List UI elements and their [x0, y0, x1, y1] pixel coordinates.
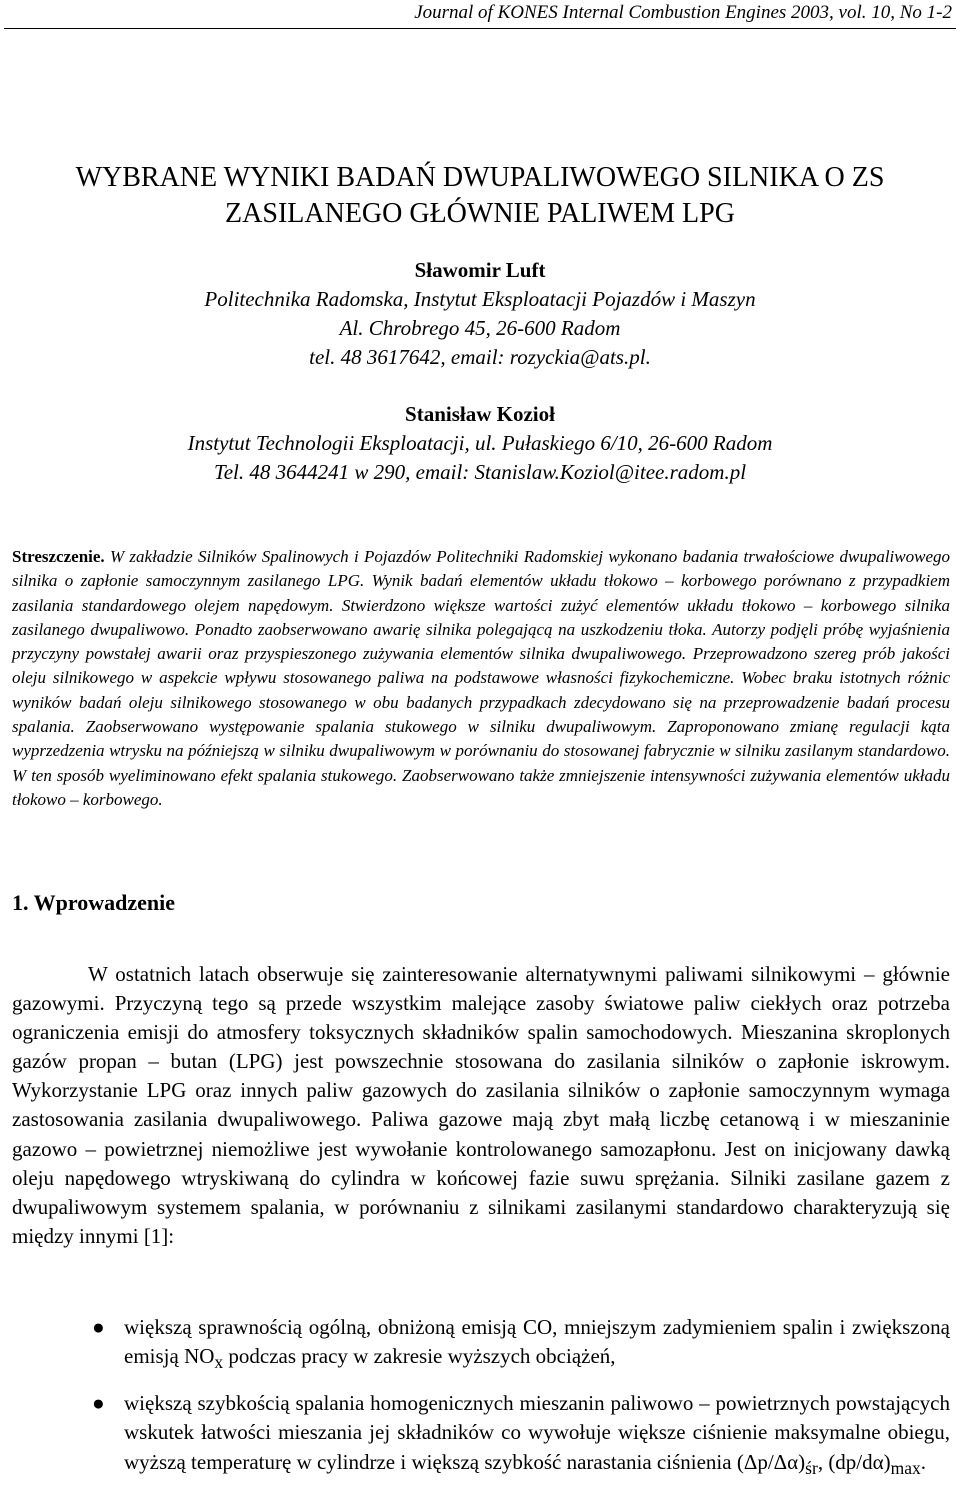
bullet-dot-icon: ● — [92, 1391, 105, 1416]
paper-title — [0, 160, 960, 232]
bullet-list — [12, 1313, 950, 1495]
bullet-text: . — [920, 1449, 927, 1474]
subscript: x — [214, 1352, 224, 1373]
title-line-2: ZASILANEGO GŁÓWNIE PALIWEM LPG — [225, 198, 735, 229]
bullet-text: podczas pracy w zakresie wyższych obciążeń, — [223, 1344, 616, 1369]
section-body — [12, 960, 950, 1251]
abstract — [12, 545, 950, 812]
journal-header: Journal of KONES Internal Combustion Engines 2003, vol. 10, No 1-2 — [414, 2, 952, 23]
header-rule — [4, 28, 956, 29]
bullet-item-1 — [12, 1313, 950, 1377]
abstract-label: Streszczenie. — [12, 547, 105, 566]
subscript: śr — [805, 1457, 818, 1478]
bullet-text: większą szybkością spalania homogenicznych mieszanin paliwowo – powietrznych powstających wskutek łatwości mieszania jej składników co wywołuje większe ciśnienie maksymalne obiegu, wyższą temperaturę w cylindrze i większą szybkość narastania ciśnienia (Δp/Δα) — [124, 1391, 950, 1474]
author-name: Stanisław Kozioł — [405, 402, 555, 426]
paragraph: W ostatnich latach obserwuje się zainteresowanie alternatywnymi paliwami silnikowymi – głównie gazowymi. Przyczyną tego są przede wszystkim malejące zasoby światowe paliw ciekłych oraz potrzeba ograniczenia emisji do atmosfery toksycznych składników spalin samochodowych. Mieszanina skroplonych gazów propan – butan (LPG) jest powszechnie stosowana do zasilania silników o zapłonie iskrowym. Wykorzystanie LPG oraz innych paliw gazowych do zasilania silników o zapłonie samoczynnym wymaga zastosowania zasilania dwupaliwowego. Paliwa gazowe mają zbyt małą liczbę cetanową i w mieszaninie gazowo – powietrznej niemożliwe jest wywołanie kontrolowanego samozapłonu. Jest on inicjowany dawką oleju napędowego wtryskiwaną do cylindra w końcowej fazie suwu sprężania. Silniki zasilane gazem z dwupaliwowym systemem spalania, w porównaniu z silnikami zasilanymi standardowo charakteryzują się między innymi [1]: — [12, 962, 950, 1248]
author-contact: tel. 48 3617642, email: rozyckia@ats.pl. — [309, 345, 651, 369]
bullet-text: , (dp/dα) — [817, 1449, 891, 1474]
author-address: Al. Chrobrego 45, 26-600 Radom — [339, 316, 621, 340]
bullet-text: większą sprawnością ogólną, obniżoną emisją CO, mniejszym zadymieniem spalin i zwiększoną emisją NO — [124, 1315, 950, 1369]
section-heading: 1. Wprowadzenie — [12, 890, 175, 915]
author-contact: Tel. 48 3644241 w 290, email: Stanislaw.Koziol@itee.radom.pl — [213, 460, 747, 484]
author-2 — [0, 400, 960, 487]
author-affiliation: Instytut Technologii Eksploatacji, ul. Pułaskiego 6/10, 26-600 Radom — [187, 431, 773, 455]
bullet-item-2 — [12, 1389, 950, 1482]
abstract-text: W zakładzie Silników Spalinowych i Pojazdów Politechniki Radomskiej wykonano badania trwałościowe dwupaliwowego silnika o zapłonie samoczynnym zasilanego LPG. Wynik badań elementów układu tłokowo – korbowego porównano z przypadkiem zasilania standardowego olejem napędowym. Stwierdzono większe wartości zużyć elementów układu tłokowo – korbowego silnika zasilanego dwupaliwowo. Ponadto zaobserwowano awarię silnika polegającą na uszkodzeniu tłoka. Autorzy podjęli próbę wyjaśnienia przyczyny powstałej awarii oraz przyspieszonego zużywania elementów silnika dwupaliwowego. Przeprowadzono szereg prób jakości oleju silnikowego w aspekcie wpływu stosowanego paliwa na podstawowe własności fizykochemiczne. Wobec braku istotnych różnic wyników badań oleju silnikowego stosowanego w obu badanych przypadkach zdecydowano się na przeprowadzenie badań procesu spalania. Zaobserwowano występowanie spalania stukowego w silniku dwupaliwowym. Zaproponowano zmianę regulacji kąta wyprzedzenia wtrysku na późniejszą w silniku dwupaliwowym w porównaniu do stosowanej fabrycznie w silniku zasilanym standardowo. W ten sposób wyeliminowano efekt spalania stukowego. Zaobserwowano także zmniejszenie intensywności zużywania elementów układu tłokowo – korbowego. — [12, 547, 951, 809]
bullet-dot-icon: ● — [92, 1315, 105, 1339]
author-1 — [0, 256, 960, 372]
subscript: max — [890, 1457, 921, 1478]
author-affiliation: Politechnika Radomska, Instytut Eksploatacji Pojazdów i Maszyn — [204, 287, 756, 311]
author-name: Sławomir Luft — [414, 258, 546, 282]
title-line-1: WYBRANE WYNIKI BADAŃ DWUPALIWOWEGO SILNIKA O ZS — [75, 162, 885, 193]
